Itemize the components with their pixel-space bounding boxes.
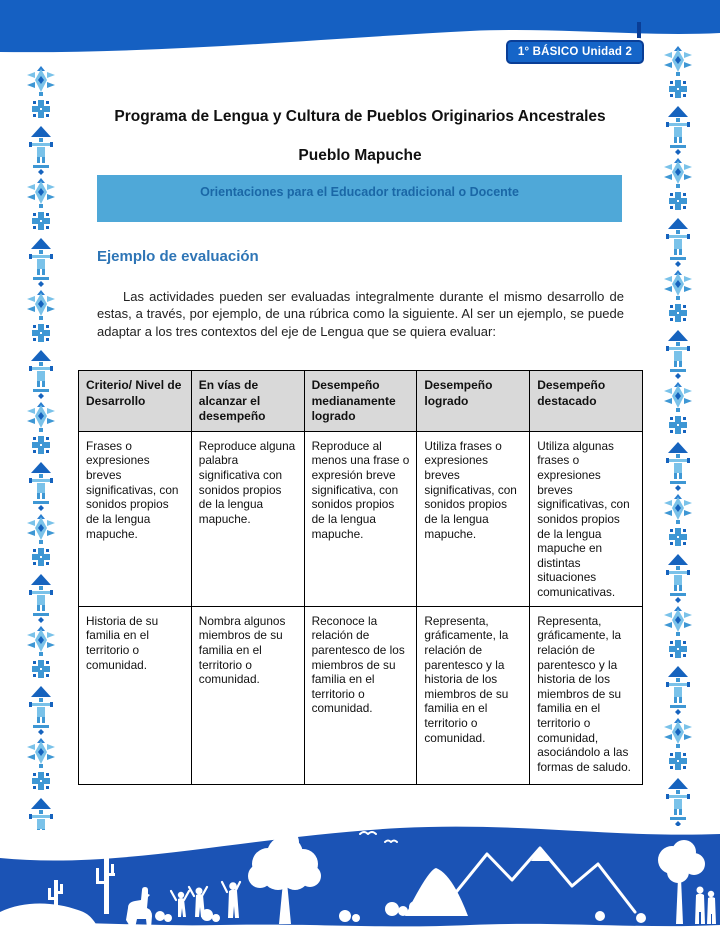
document-title — [60, 108, 660, 165]
rubric-cell: Representa, gráficamente, la relación de parentesco y la historia de los miembros de su familia en el territorio o comunidad, asociándolo a las formas de saludo. — [530, 606, 643, 784]
landscape-footer-illustration — [0, 812, 720, 932]
rubric-cell: Reproduce alguna palabra significativa con sonidos propios de la lengua mapuche. — [191, 431, 304, 606]
rubric-header-cell: Desempeño logrado — [417, 371, 530, 432]
rubric-header-cell: Desempeño medianamente logrado — [304, 371, 417, 432]
orientation-banner: Orientaciones para el Educador tradicional o Docente — [97, 175, 622, 222]
rubric-cell: Utiliza algunas frases o expresiones breves significativas, con sonidos propios de la lengua mapuche en distintas situaciones comunicativas. — [530, 431, 643, 606]
mapuche-ornament-right — [664, 46, 692, 826]
rubric-cell: Reconoce la relación de parentesco de los miembros de su familia en el territorio o comunidad. — [304, 606, 417, 784]
rubric-header-row — [79, 371, 643, 432]
rubric-cell: Representa, gráficamente, la relación de parentesco y la historia de los miembros de su familia en el territorio o comunidad. — [417, 606, 530, 784]
rubric-cell: Frases o expresiones breves significativas, con sonidos propios de la lengua mapuche. — [79, 431, 192, 606]
rubric-header-cell: Desempeño destacado — [530, 371, 643, 432]
rubric-row — [79, 431, 643, 606]
rubric-header-cell: En vías de alcanzar el desempeño — [191, 371, 304, 432]
rubric-cell: Nombra algunos miembros de su familia en el territorio o comunidad. — [191, 606, 304, 784]
rubric-cell: Reproduce al menos una frase o expresión breve significativa, con sonidos propios de la lengua mapuche. — [304, 431, 417, 606]
rubric-cell: Historia de su familia en el territorio o comunidad. — [79, 606, 192, 784]
rubric-row — [79, 606, 643, 784]
intro-paragraph: Las actividades pueden ser evaluadas integralmente durante el mismo desarrollo de estas, a través, por ejemplo, de una rúbrica como la siguiente. Al ser un ejemplo, se puede adaptar a los tres contextos del eje de Lengua que se quiera evaluar: — [97, 289, 624, 339]
mapuche-ornament-left — [27, 66, 55, 830]
rubric-header-cell: Criterio/ Nivel de Desarrollo — [79, 371, 192, 432]
rubric-cell: Utiliza frases o expresiones breves significativas, con sonidos propios de la lengua mapuche. — [417, 431, 530, 606]
unit-badge: 1° BÁSICO Unidad 2 — [506, 40, 644, 64]
title-line1: Programa de Lengua y Cultura de Pueblos Originarios Ancestrales — [114, 108, 606, 125]
title-line2: Pueblo Mapuche — [298, 147, 422, 164]
rubric-table — [78, 370, 643, 785]
section-heading: Ejemplo de evaluación — [97, 248, 259, 265]
